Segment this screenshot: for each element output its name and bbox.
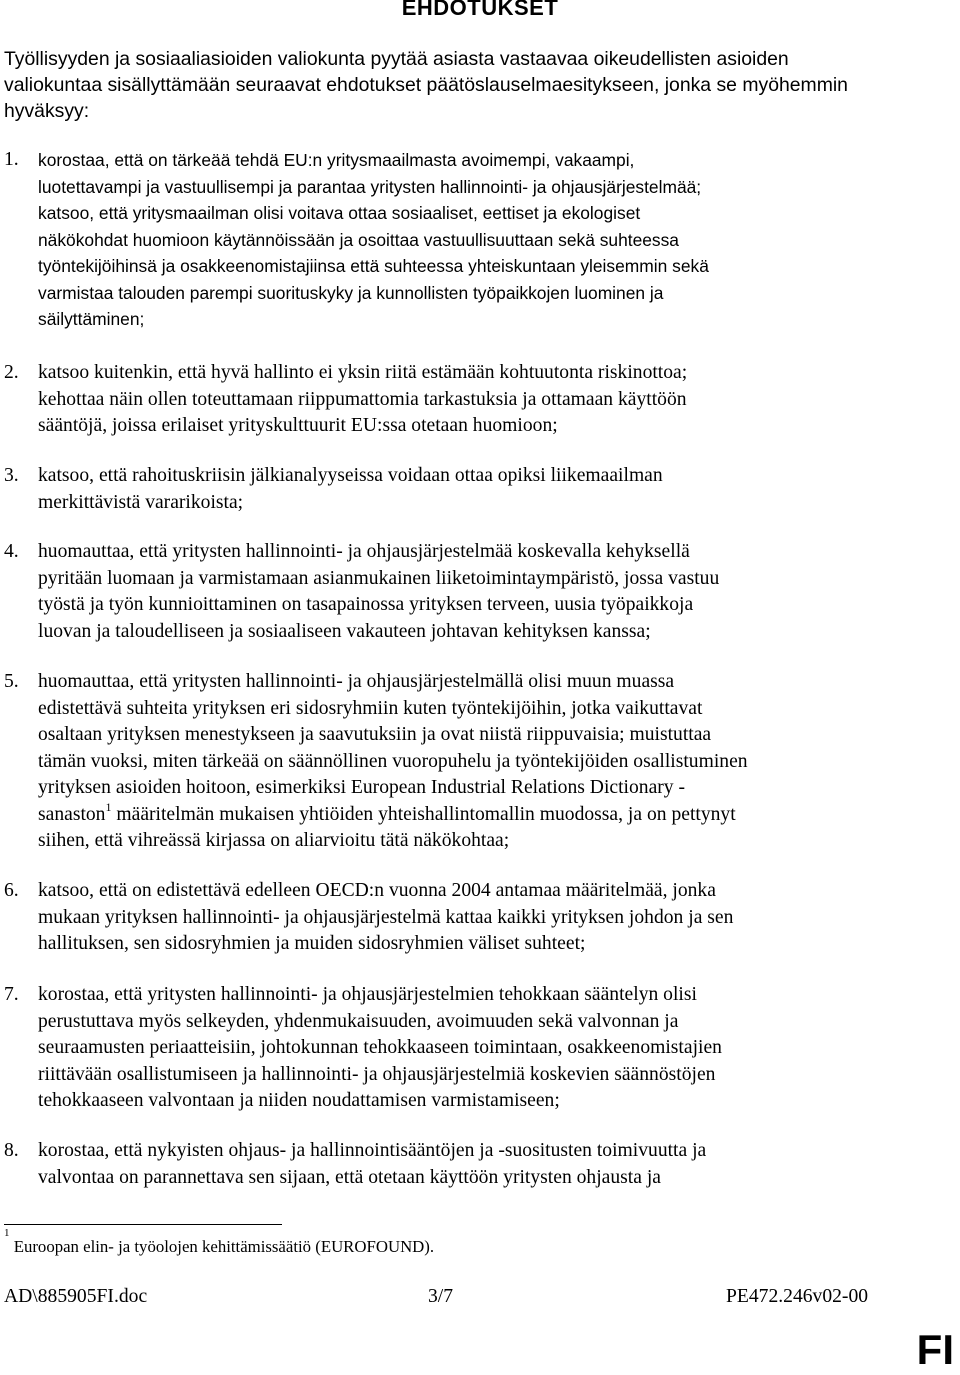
list-item [38, 360, 687, 440]
item-line: sanaston [38, 803, 106, 825]
item-line: tehokkaaseen valvontaan ja niiden noudattamisen varmistamiseen; [38, 1090, 560, 1111]
footnote [4, 1227, 435, 1258]
item-line: osaltaan yrityksen menestykseen ja saavutuksiin ja ovat niistä riippuvaisia; muistuttaa [38, 724, 712, 745]
item-line: riittävään osallistumiseen ja hallinnointi- ja ohjausjärjestelmiä koskevien säännöstöjen [38, 1063, 716, 1085]
list-item [38, 878, 733, 958]
footnote-marker: 1 [4, 1227, 10, 1239]
item-number: 4. [4, 541, 19, 562]
item-line: katsoo, että rahoituskriisin jälkianalyyseissa voidaan ottaa opiksi liikemaailman [38, 465, 663, 486]
item-line: perustuttava myös selkeyden, yhdenmukaisuuden, avoimuuden sekä valvonnan ja [38, 1010, 679, 1032]
item-line: katsoo, että on edistettävä edelleen OECD:n vuonna 2004 antamaa määritelmää, jonka [38, 880, 716, 901]
footnote-ref[interactable]: 1 [105, 799, 112, 814]
footer-pe-ref: PE472.246v02-00 [726, 1286, 869, 1307]
item-line: valvontaa on parannettava sen sijaan, että otetaan käyttöön yritysten ohjausta ja [38, 1166, 661, 1188]
footer-doc-ref: AD\885905FI.doc [4, 1286, 148, 1307]
item-line: seuraamusten periaatteisiin, johtokunnan tehokkaaseen toimintaan, osakkeenomistajien [38, 1037, 722, 1058]
list-item [38, 669, 748, 855]
item-line: edistettävä suhteita yrityksen eri sidosryhmiin kuten työntekijöihin, jotka vaikuttavat [38, 697, 703, 719]
item-line: katsoo kuitenkin, että hyvä hallinto ei yksin riitä estämään kohtuutonta riskinottoa; [38, 362, 688, 383]
item-line-with-footnote [38, 799, 748, 829]
footnote-divider [4, 1224, 282, 1225]
item-line: säilyttäminen; [38, 309, 145, 329]
item-line: tämän vuoksi, miten tärkeää on säännöllinen vuoropuhelu ja työntekijöiden osallistuminen [38, 750, 748, 772]
item-line: varmistaa talouden parempi suorituskyky ja kunnollisten työpaikkojen luominen ja [38, 282, 664, 303]
item-number: 2. [4, 362, 19, 383]
item-line: näkökohdat huomioon käytännöissään ja osoittaa vastuullisuuttaan sekä suhteessa [38, 229, 679, 250]
item-line: työstä ja työn kunnioittaminen on tasapainossa yrityksen terveen, uusia työpaikkoja [38, 594, 694, 615]
item-number: 3. [4, 465, 19, 486]
item-line: huomauttaa, että yritysten hallinnointi- ja ohjausjärjestelmällä olisi muun muassa [38, 671, 675, 692]
item-line: määritelmän mukaisen yhtiöiden yhteishallintomallin muodossa, ja on pettynyt [116, 803, 736, 825]
item-line: sääntöjä, joissa erilaiset yrityskulttuurit EU:ssa otetaan huomioon; [38, 415, 558, 436]
item-line: luovan ja taloudelliseen ja sosiaaliseen vakauteen johtavan kehityksen kanssa; [38, 620, 651, 642]
item-line: yrityksen asioiden hoitoon, esimerkiksi European Industrial Relations Dictionary - [38, 777, 686, 798]
item-line: pyritään luomaan ja varmistamaan asianmukainen liiketoimintaympäristö, jossa vastuu [38, 567, 720, 589]
item-number: 5. [4, 671, 19, 692]
item-number: 7. [4, 984, 19, 1005]
intro-paragraph: Työllisyyden ja sosiaaliasioiden valiokunta pyytää asiasta vastaavaa oikeudellisten asioiden valiokuntaa sisällyttämään seuraavat ehdotukset päätöslauselmaesitykseen, jonka se myöhemmin hyväksyy: [4, 48, 848, 122]
item-number: 8. [4, 1140, 19, 1161]
item-number: 1. [4, 149, 19, 170]
language-code: FI [916, 1326, 954, 1373]
item-number: 6. [4, 880, 19, 901]
section-heading: EHDOTUKSET [401, 0, 559, 20]
item-line: korostaa, että on tärkeää tehdä EU:n yritysmaailmasta avoimempi, vakaampi, [38, 150, 635, 170]
item-line: kehottaa näin ollen toteuttamaan riippumattomia tarkastuksia ja ottamaan käyttöön [38, 388, 687, 410]
list-item [38, 539, 719, 645]
item-line: hallituksen, sen sidosryhmien ja muiden sidosryhmien väliset suhteet; [38, 933, 586, 954]
item-line: huomauttaa, että yritysten hallinnointi- ja ohjausjärjestelmää koskevalla kehyksellä [38, 541, 690, 562]
item-line: siihen, että vihreässä kirjassa on aliarvioitu tätä näkökohtaa; [38, 830, 510, 851]
item-line: korostaa, että nykyisten ohjaus- ja hallinnointisääntöjen ja -suositusten toimivuutta ja [38, 1140, 707, 1161]
list-item [38, 982, 722, 1115]
footer-page-number: 3/7 [428, 1286, 454, 1307]
item-line: mukaan yrityksen hallinnointi- ja ohjausjärjestelmä kattaa kaikki yrityksen johdon ja sen [38, 906, 734, 928]
footnote-text: Euroopan elin- ja työolojen kehittämissäätiö (EUROFOUND). [13, 1237, 435, 1256]
item-line: katsoo, että yritysmaailman olisi voitava ottaa sosiaaliset, eettiset ja ekologiset [38, 203, 641, 223]
item-line: työntekijöihinsä ja osakkeenomistajiinsa että suhteessa yhteiskuntaan yleisemmin sekä [38, 256, 709, 276]
item-line: korostaa, että yritysten hallinnointi- ja ohjausjärjestelmien tehokkaan sääntelyn olisi [38, 984, 697, 1005]
item-line: merkittävistä vararikoista; [38, 491, 244, 513]
list-item [38, 147, 709, 333]
list-item [38, 463, 663, 516]
list-item [38, 1138, 706, 1191]
item-line: luotettavampi ja vastuullisempi ja parantaa yritysten hallinnointi- ja ohjausjärjestelmää; [38, 176, 702, 197]
